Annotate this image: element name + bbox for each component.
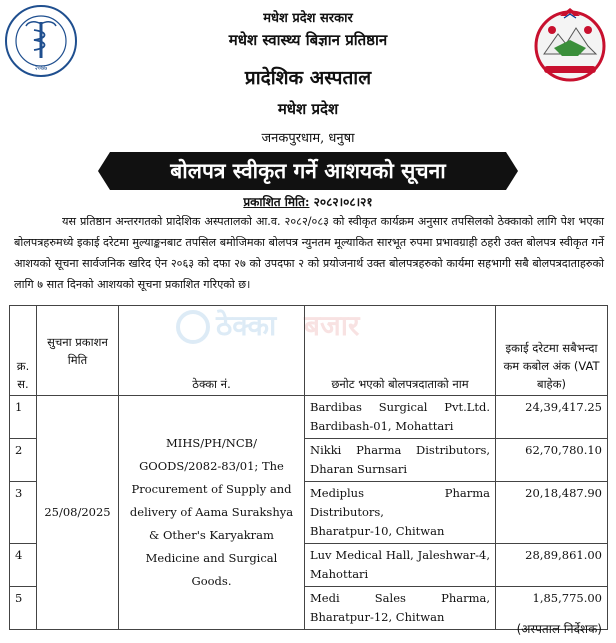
notice-date-cell: 25/08/2025 [37,396,119,630]
header-date: सुचना प्रकाशन मिति [37,306,119,396]
amount-cell: 1,85,775.00 [496,587,608,630]
seal-year: २०७७ [34,65,48,72]
bidder-address: Mahottari [310,567,369,581]
header-bidder: छनोट भएको बोलपत्रदाताको नाम [305,306,496,396]
publish-date-line [0,193,616,210]
amount-cell: 62,70,780.10 [496,439,608,482]
watermark-text-1: ठेक्का [216,309,277,342]
contract-ref-cell: MIHS/PH/NCB/ GOODS/2082-83/01; The Procurement of Supply and delivery of Aama Surakshya & Other's Karyakram Medicine and Surgical Goods. [119,396,305,630]
bidder-address: Dharan Surnsari [310,462,408,476]
row-sn: 2 [10,439,37,482]
bidder-name: Medi Sales Pharma, [310,591,490,605]
bidder-name: Mediplus Pharma Distributors, [310,486,490,519]
bidder-name: Bardibas Surgical Pvt.Ltd. [310,400,490,414]
bidder-address: Bardibash-01, Mohattari [310,419,454,433]
govt-name: मधेश प्रदेश सरकार [263,11,353,26]
header-contract: ठेक्का नं. [119,306,305,396]
letterhead [0,0,616,150]
amount-cell: 28,89,861.00 [496,544,608,587]
bidder-cell [305,587,496,630]
location: जनकपुरधाम, धनुषा [261,131,355,146]
tender-table [9,305,608,630]
amount-cell: 20,18,487.90 [496,482,608,544]
bidder-cell [305,439,496,482]
signatory: (अस्पताल निर्देशक) [516,622,602,636]
bidder-cell [305,482,496,544]
bidder-name: Nikki Pharma Distributors, [310,443,490,457]
hospital-name: प्रादेशिक अस्पताल [244,67,372,89]
notice-banner [98,152,518,190]
publish-date-value: २०८२।०८।२१ [313,195,373,209]
row-sn: 4 [10,544,37,587]
banner-left-tip [98,152,110,190]
notice-body: यस प्रतिष्ठान अन्तरगतको प्रादेशिक अस्पतालको आ.व. २०८२/०८३ को स्वीकृत कार्यक्रम अनुसार तपसिलको ठेक्काको लागि पेश भएका बोलपत्रहरुमध्ये इकाई दरेटमा मुल्याङ्कनबाट तपसिल बमोजिमका बोलपत्र न्युनतम मूल्याकित सारभूत रुपमा प्रभावग्राही ठहरी उक्त बोलपत्र स्वीकृत गर्ने आशयको सूचना सार्वजनिक खरिद ऐन २०६३ को दफा २७ को उपदफा २ को प्रयोजनार्थ उक्त बोलपत्रहरुको कार्यमा सहभागी सबै बोलपत्रदाताहरुको लागि ७ सात दिनको आशयको सूचना प्रकाशित गरिएको छ। [14,215,604,291]
institute-name: मधेश स्वास्थ्य बिज्ञान प्रतिष्ठान [228,31,388,49]
nepal-emblem-icon [530,4,610,84]
row-sn: 3 [10,482,37,544]
bidder-cell [305,544,496,587]
publish-date-label: प्रकाशित मिति: [243,195,310,209]
banner-right-tip [506,152,518,190]
notice-title: बोलपत्र स्वीकृत गर्ने आशयको सूचना [110,152,506,190]
province-name: मधेश प्रदेश [277,100,339,118]
table-header-row [10,306,608,396]
header-amount: इकाई दरेटमा सबैभन्दा कम कबोल अंक (VAT बाहेक) [496,306,608,396]
bidder-cell [305,396,496,439]
row-sn: 1 [10,396,37,439]
bidder-address: Bharatpur-12, Chitwan [310,610,445,624]
header-sn: क्र. स. [10,306,37,396]
row-sn: 5 [10,587,37,630]
bidder-address: Bharatpur-10, Chitwan [310,524,445,538]
bidder-name: Luv Medical Hall, Jaleshwar-4, [310,548,490,562]
amount-cell: 24,39,417.25 [496,396,608,439]
table-row [10,396,608,439]
watermark-text-2: बजार [304,309,360,342]
